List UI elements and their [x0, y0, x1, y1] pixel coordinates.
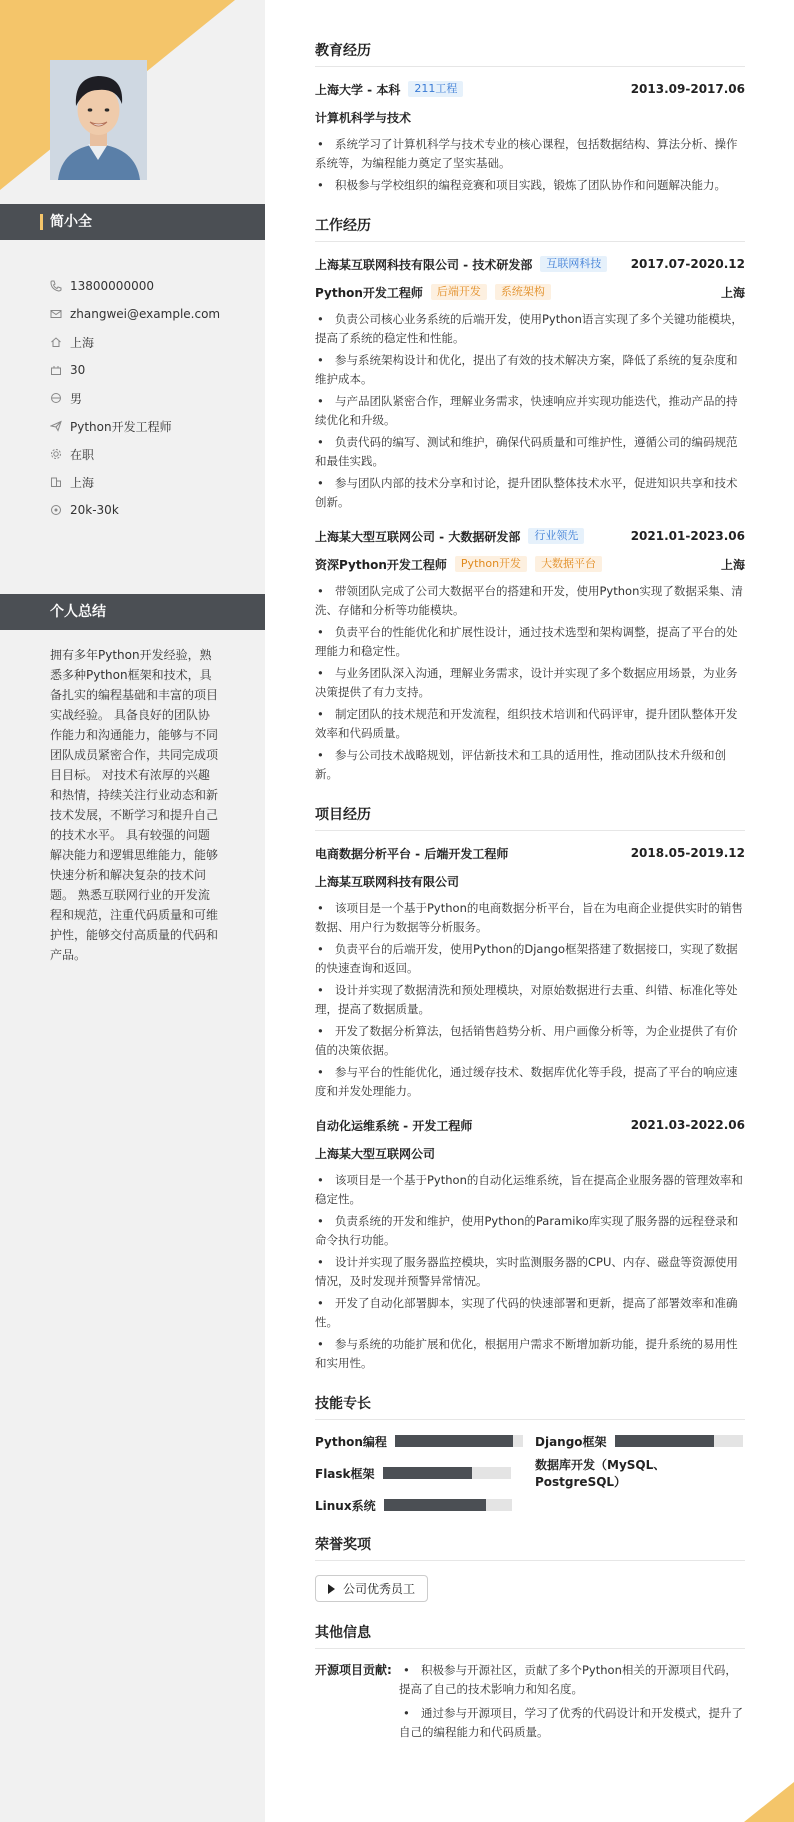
work-city: 上海 [720, 285, 745, 300]
role-tag: 大数据平台 [535, 556, 602, 572]
list-item: • 开发了数据分析算法，包括销售趋势分析、用户画像分析等，为企业提供了有价值的决策依据。 [315, 1022, 745, 1060]
education-section [315, 40, 745, 195]
summary-title: 个人总结 [0, 594, 265, 630]
role-tag: 系统架构 [495, 284, 551, 300]
project-section [315, 804, 745, 1373]
skill-bar [395, 1435, 523, 1447]
work-header [315, 526, 745, 546]
company-name: 上海某大型互联网公司 - 大数据研发部 [315, 529, 521, 544]
mail-icon [50, 308, 62, 320]
honors-section [315, 1534, 745, 1602]
list-item: • 负责平台的后端开发，使用Python的Django框架搭建了数据接口，实现了数据的快速查询和返回。 [315, 940, 745, 978]
work-title: 工作经历 [315, 215, 745, 242]
play-icon [328, 1584, 335, 1594]
avatar-photo-icon [50, 60, 147, 180]
corner-decoration-bottom [744, 1782, 794, 1822]
other-section [315, 1622, 745, 1747]
age-text: 30 [70, 363, 86, 377]
project-name: 电商数据分析平台 - 后端开发工程师 [315, 846, 509, 861]
work-city: 上海 [720, 557, 745, 572]
list-item: • 参与平台的性能优化，通过缓存技术、数据库优化等手段，提高了平台的响应速度和并发处理能力。 [315, 1063, 745, 1101]
list-item: • 与产品团队紧密合作，理解业务需求，快速响应并实现功能迭代，推动产品的持续优化和升级。 [315, 392, 745, 430]
info-city [50, 468, 260, 496]
contact-info-list [50, 272, 260, 524]
role-row [315, 282, 745, 302]
work-bullets [315, 310, 745, 512]
list-item: • 负责代码的编写、测试和维护，确保代码质量和可维护性，遵循公司的编码规范和最佳实践。 [315, 433, 745, 471]
role-tag: Python开发 [455, 556, 527, 572]
list-item: • 参与系统架构设计和优化，提出了有效的技术解决方案，降低了系统的复杂度和维护成本。 [315, 351, 745, 389]
skill-item [315, 1496, 535, 1514]
project-header [315, 1115, 745, 1135]
salary-text: 20k-30k [70, 503, 119, 517]
gender-text: 男 [70, 391, 83, 406]
skill-name: 数据库开发（MySQL、PostgreSQL） [535, 1458, 666, 1489]
project-company: 上海某大型互联网公司 [315, 1146, 436, 1161]
phone-icon [50, 280, 62, 292]
education-date: 2013.09-2017.06 [630, 82, 745, 96]
skill-name: Linux系统 [315, 1498, 376, 1513]
skill-item [535, 1432, 745, 1450]
list-item: • 设计并实现了数据清洗和预处理模块，对原始数据进行去重、纠错、标准化等处理，提高了数据质量。 [315, 981, 745, 1019]
skill-item [315, 1432, 535, 1450]
project-company-row [315, 1143, 745, 1163]
skill-name: Python编程 [315, 1434, 387, 1449]
skill-bar-fill [383, 1467, 473, 1479]
building-icon [50, 476, 62, 488]
company-name: 上海某互联网科技有限公司 - 技术研发部 [315, 257, 533, 272]
city-text: 上海 [70, 475, 95, 490]
project-company-row [315, 871, 745, 891]
salary-icon [50, 504, 62, 516]
send-icon [50, 420, 62, 432]
project-date: 2018.05-2019.12 [630, 846, 745, 860]
skill-bar-fill [395, 1435, 513, 1447]
list-item: • 与业务团队深入沟通，理解业务需求，设计并实现了多个数据应用场景，为业务决策提供了有力支持。 [315, 664, 745, 702]
list-item: • 积极参与学校组织的编程竞赛和项目实践，锻炼了团队协作和问题解决能力。 [315, 176, 745, 195]
education-header [315, 79, 745, 99]
skills-section [315, 1393, 745, 1514]
name-bar [0, 204, 265, 240]
project-item [315, 843, 745, 1101]
project-company: 上海某互联网科技有限公司 [315, 874, 460, 889]
list-item: • 积极参与开源社区，贡献了多个Python相关的开源项目代码，提高了自己的技术影响力和知名度。 [399, 1661, 745, 1699]
honors-title: 荣誉奖项 [315, 1534, 745, 1561]
work-date: 2017.07-2020.12 [630, 257, 745, 271]
email-text: zhangwei@example.com [70, 307, 221, 321]
education-title: 教育经历 [315, 40, 745, 67]
list-item: • 开发了自动化部署脚本，实现了代码的快速部署和更新，提高了部署效率和准确性。 [315, 1294, 745, 1332]
skill-bar-fill [615, 1435, 715, 1447]
work-item [315, 526, 745, 784]
skill-bar [384, 1499, 512, 1511]
role-tag: 后端开发 [431, 284, 487, 300]
info-status [50, 440, 260, 468]
school-name: 上海大学 - 本科 [315, 82, 401, 97]
role-row [315, 554, 745, 574]
list-item: • 带领团队完成了公司大数据平台的搭建和开发，使用Python实现了数据采集、清洗、存储和分析等功能模块。 [315, 582, 745, 620]
sidebar [0, 0, 265, 1822]
phone-text: 13800000000 [70, 279, 154, 293]
role: Python开发工程师 [315, 285, 423, 300]
home-icon [50, 336, 62, 348]
list-item: • 参与系统的功能扩展和优化，根据用户需求不断增加新功能，提升系统的易用性和实用性。 [315, 1335, 745, 1373]
other-content [315, 1661, 745, 1747]
info-age [50, 356, 260, 384]
list-item: • 参与团队内部的技术分享和讨论，提升团队整体技术水平，促进知识共享和技术创新。 [315, 474, 745, 512]
project-bullets [315, 899, 745, 1101]
skill-item [535, 1458, 745, 1489]
work-header [315, 254, 745, 274]
info-position [50, 412, 260, 440]
summary-text: 拥有多年Python开发经验，熟悉多种Python框架和技术，具备扎实的编程基础和丰富的项目实战经验。 具备良好的团队协作能力和沟通能力，能够与不同团队成员紧密合作，共同完成项目目标。 对技术有浓厚的兴趣和热情，持续关注行业动态和新技术发展，不断学习和提升自己的技术水平。 具有较强的问题解决能力和逻辑思维能力，能够快速分析和解决复杂的技术问题。 熟悉互联网行业的开发流程和规范，注重代码质量和可维护性，能够交付高质量的代码和产品。 [50, 648, 219, 962]
project-title: 项目经历 [315, 804, 745, 831]
status-text: 在职 [70, 447, 95, 462]
project-item [315, 1115, 745, 1373]
candidate-name: 简小全 [50, 214, 92, 230]
list-item: • 负责公司核心业务系统的后端开发，使用Python语言实现了多个关键功能模块，提高了系统的稳定性和性能。 [315, 310, 745, 348]
award-text: 公司优秀员工 [343, 1582, 416, 1596]
major: 计算机科学与技术 [315, 110, 412, 125]
info-phone [50, 272, 260, 300]
company-tag: 行业领先 [528, 528, 584, 544]
project-name: 自动化运维系统 - 开发工程师 [315, 1118, 473, 1133]
skill-bar [383, 1467, 511, 1479]
work-item [315, 254, 745, 512]
other-title: 其他信息 [315, 1622, 745, 1649]
info-gender [50, 384, 260, 412]
skill-bar [615, 1435, 743, 1447]
other-label: 开源项目贡献: [315, 1663, 392, 1677]
education-bullets [315, 135, 745, 195]
info-home [50, 328, 260, 356]
gender-icon [50, 392, 62, 404]
role: 资深Python开发工程师 [315, 557, 447, 572]
work-bullets [315, 582, 745, 784]
home-text: 上海 [70, 335, 95, 350]
skill-name: Flask框架 [315, 1466, 375, 1481]
project-header [315, 843, 745, 863]
avatar [50, 60, 147, 180]
list-item: • 负责平台的性能优化和扩展性设计，通过技术选型和架构调整，提高了平台的处理能力和稳定性。 [315, 623, 745, 661]
skills-title: 技能专长 [315, 1393, 745, 1420]
skills-grid [315, 1432, 745, 1514]
project-bullets [315, 1171, 745, 1373]
list-item: • 参与公司技术战略规划，评估新技术和工具的适用性，推动团队技术升级和创新。 [315, 746, 745, 784]
list-item: • 该项目是一个基于Python的自动化运维系统，旨在提高企业服务器的管理效率和稳定性。 [315, 1171, 745, 1209]
award-badge [315, 1575, 428, 1602]
list-item: • 设计并实现了服务器监控模块，实时监测服务器的CPU、内存、磁盘等资源使用情况，及时发现并预警异常情况。 [315, 1253, 745, 1291]
other-bullets [399, 1661, 745, 1747]
skill-bar-fill [384, 1499, 486, 1511]
skill-name: Django框架 [535, 1434, 607, 1449]
list-item: • 通过参与开源项目，学习了优秀的代码设计和开发模式，提升了自己的编程能力和代码质量。 [399, 1704, 745, 1742]
info-email [50, 300, 260, 328]
list-item: • 制定团队的技术规范和开发流程，组织技术培训和代码评审，提升团队整体开发效率和代码质量。 [315, 705, 745, 743]
list-item: • 系统学习了计算机科学与技术专业的核心课程，包括数据结构、算法分析、操作系统等，为编程能力奠定了坚实基础。 [315, 135, 745, 173]
major-row [315, 107, 745, 127]
work-section [315, 215, 745, 784]
status-icon [50, 448, 62, 460]
list-item: • 负责系统的开发和维护，使用Python的Paramiko库实现了服务器的远程登录和命令执行功能。 [315, 1212, 745, 1250]
info-salary [50, 496, 260, 524]
work-date: 2021.01-2023.06 [630, 529, 745, 543]
school-tag: 211工程 [408, 81, 463, 97]
list-item: • 该项目是一个基于Python的电商数据分析平台，旨在为电商企业提供实时的销售数据、用户行为数据等分析服务。 [315, 899, 745, 937]
main-content [315, 40, 745, 1767]
age-icon [50, 364, 62, 376]
project-date: 2021.03-2022.06 [630, 1118, 745, 1132]
skill-item [315, 1464, 535, 1482]
company-tag: 互联网科技 [540, 256, 607, 272]
position-text: Python开发工程师 [70, 419, 172, 434]
